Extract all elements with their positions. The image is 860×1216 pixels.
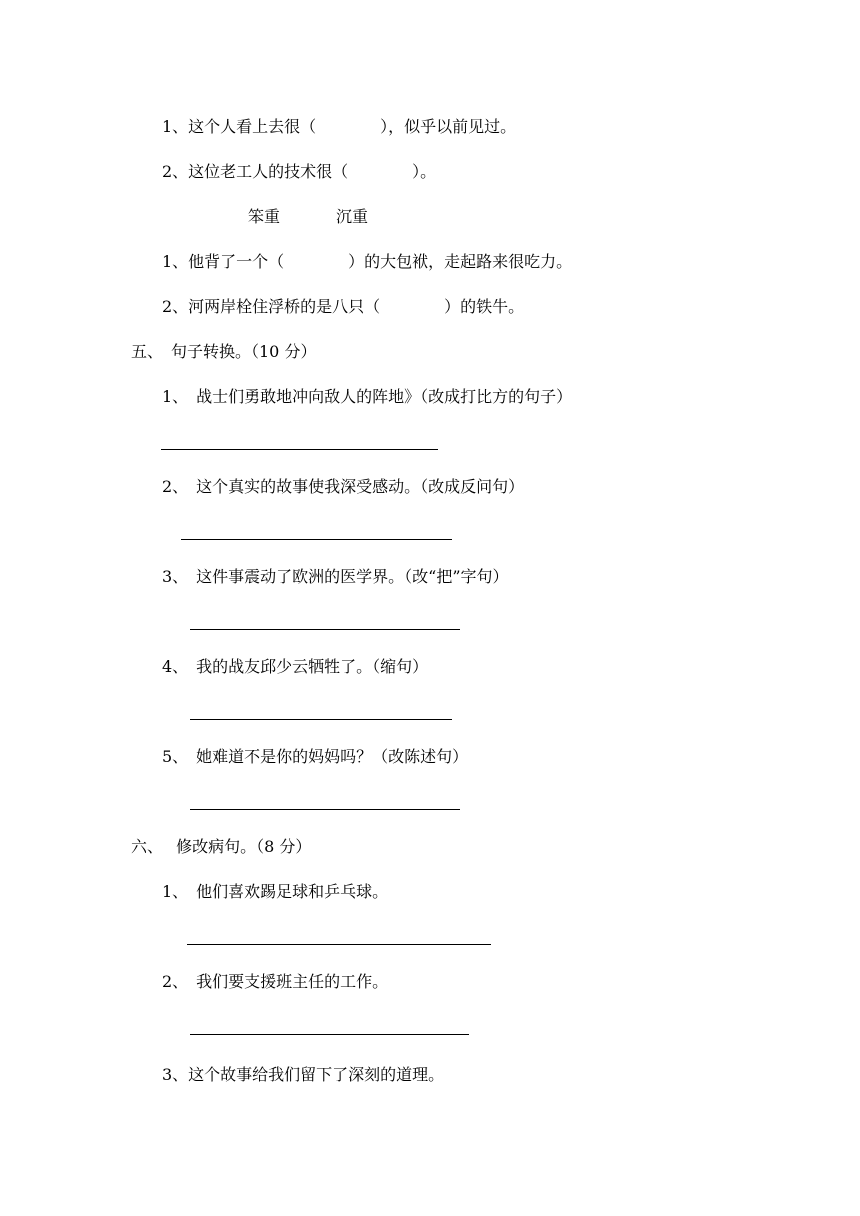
sentence-item: 1、 战士们勇敢地冲向敌人的阵地》（改成打比方的句子） xyxy=(162,387,573,406)
word-choice: 笨重 xyxy=(248,207,281,226)
sentence-item: 3、 这件事震动了欧洲的医学界。（改“把”字句） xyxy=(162,567,509,586)
word-choice: 沉重 xyxy=(336,207,369,226)
answer-line xyxy=(190,629,460,630)
fill-blank-question: 1、这个人看上去很（ ），似乎以前见过。 xyxy=(162,117,517,136)
section-heading: 五、 句子转换。（10 分） xyxy=(131,342,317,361)
fill-blank-question: 1、他背了一个（ ）的大包袱，走起路来很吃力。 xyxy=(162,252,573,271)
section-heading: 六、 修改病句。（8 分） xyxy=(131,837,312,856)
sentence-item: 1、 他们喜欢踢足球和乒乓球。 xyxy=(162,882,389,901)
answer-line xyxy=(161,449,438,450)
answer-line xyxy=(190,1034,469,1035)
sentence-item: 2、 我们要支援班主任的工作。 xyxy=(162,972,389,991)
fill-blank-question: 2、河两岸栓住浮桥的是八只（ ）的铁牛。 xyxy=(162,297,525,316)
answer-line xyxy=(181,539,452,540)
answer-line xyxy=(187,944,491,945)
answer-line xyxy=(190,719,452,720)
sentence-item: 3、这个故事给我们留下了深刻的道理。 xyxy=(162,1065,445,1084)
sentence-item: 5、 她难道不是你的妈妈吗？（改陈述句） xyxy=(162,747,469,766)
sentence-item: 4、 我的战友邱少云牺牲了。（缩句） xyxy=(162,657,429,676)
sentence-item: 2、 这个真实的故事使我深受感动。（改成反问句） xyxy=(162,477,525,496)
answer-line xyxy=(190,809,460,810)
fill-blank-question: 2、这位老工人的技术很（ ）。 xyxy=(162,162,437,181)
